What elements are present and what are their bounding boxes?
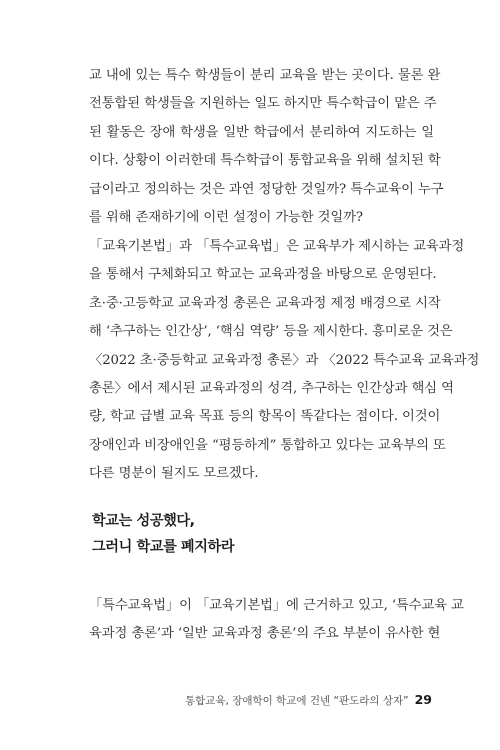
text-line: 장애인과 비장애인을 “평등하게” 통합하고 있다는 교육부의 또 [89, 437, 446, 453]
text-line: 총론〉에서 제시된 교육과정의 성격, 추구하는 인간상과 핵심 역 [89, 380, 454, 396]
text-line: 초·중·고등학교 교육과정 총론은 교육과정 제정 배경으로 시작 [89, 295, 441, 311]
heading-line: 학교는 성공했다, [92, 513, 195, 529]
paragraph-2 [89, 233, 480, 489]
text-line: 육과정 총론’과 ‘일반 교육과정 총론’의 주요 부분이 유사한 현 [89, 626, 441, 642]
text-line: 전통합된 학생들을 지원하는 일도 하지만 특수학급이 맡은 주 [89, 96, 437, 112]
running-title: 통합교육, 장애학이 학교에 건넨 “판도라의 상자” [184, 695, 409, 707]
text-line: 해 ‘추구하는 인간상’, ‘핵심 역량’ 등을 제시한다. 흥미로운 것은 [89, 324, 453, 340]
text-line: 이다. 상황이 이러한데 특수학급이 통합교육을 위해 설치된 학 [89, 153, 441, 169]
paragraph-3 [89, 592, 464, 649]
page-number: 29 [414, 692, 432, 707]
text-line: 을 통해서 구체화되고 학교는 교육과정을 바탕으로 운영된다. [89, 267, 437, 283]
text-line: 다른 명분이 될지도 모르겠다. [89, 466, 259, 482]
text-line: 를 위해 존재하기에 이런 설정이 가능한 것일까? [89, 209, 363, 225]
text-line: 「교육기본법」과 「특수교육법」은 교육부가 제시하는 교육과정 [89, 239, 465, 254]
page-footer [185, 692, 432, 708]
text-line: 교 내에 있는 특수 학생들이 분리 교육을 받는 곳이다. 물론 완 [89, 68, 441, 83]
text-line: 「특수교육법」이 「교육기본법」에 근거하고 있고, ‘특수교육 교 [89, 598, 464, 613]
text-line: 급이라고 정의하는 것은 과연 정당한 것일까? 특수교육이 누구 [89, 181, 444, 197]
text-line: 〈2022 초·중등학교 교육과정 총론〉과 〈2022 특수교육 교육과정 [89, 352, 480, 368]
paragraph-1 [89, 62, 444, 232]
section-heading [92, 508, 234, 560]
text-line: 량, 학교 급별 교육 목표 등의 항목이 똑같다는 점이다. 이것이 [89, 409, 441, 425]
text-line: 된 활동은 장애 학생을 일반 학급에서 분리하여 지도하는 일 [89, 124, 434, 140]
heading-line: 그러니 학교를 폐지하라 [92, 539, 235, 555]
